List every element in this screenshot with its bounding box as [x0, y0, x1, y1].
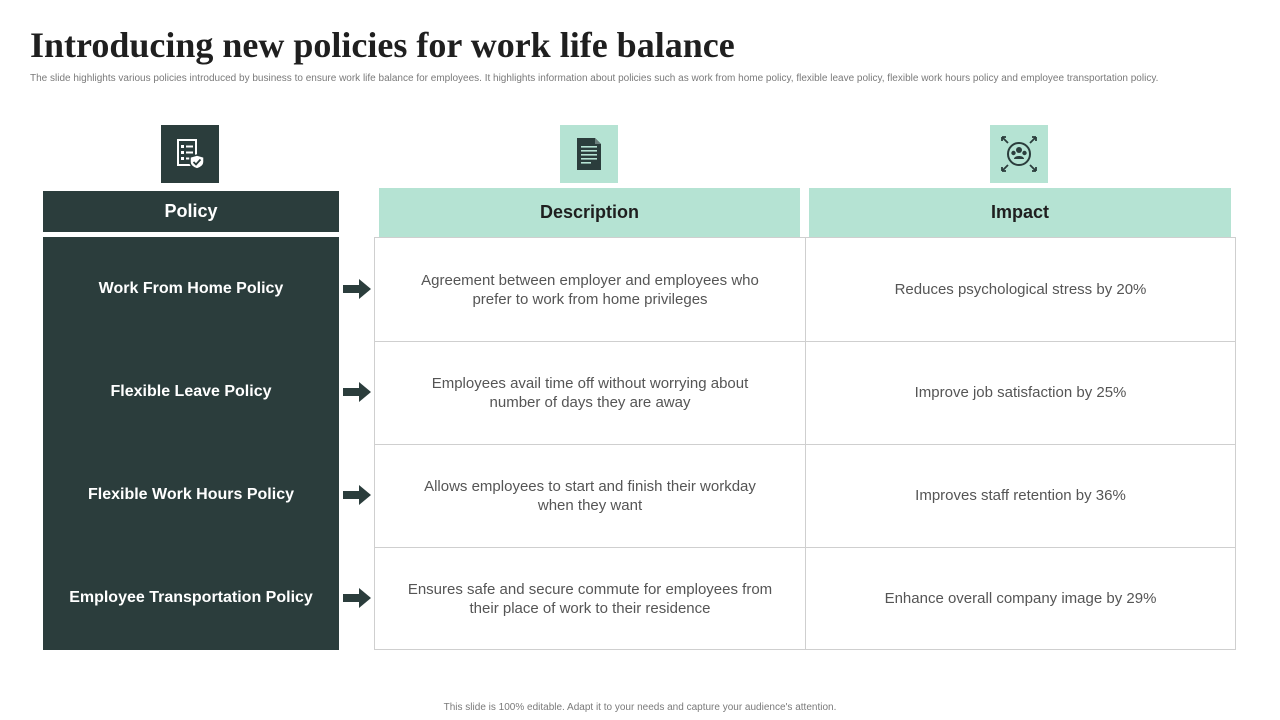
arrow-right-icon [343, 382, 371, 402]
team-arrows-icon [990, 125, 1048, 183]
arrow-right-icon [343, 588, 371, 608]
description-header: Description [379, 188, 800, 237]
checklist-shield-icon [161, 125, 219, 183]
policy-item-work-from-home: Work From Home Policy [98, 279, 284, 297]
page-title: Introducing new policies for work life balance [30, 25, 735, 65]
policy-item-flexible-hours: Flexible Work Hours Policy [88, 485, 294, 503]
description-cell: Allows employees to start and finish their workday when they want [424, 477, 756, 514]
impact-cell: Improve job satisfaction by 25% [914, 384, 1127, 401]
policy-item-flexible-leave: Flexible Leave Policy [110, 382, 272, 400]
arrow-right-icon [343, 485, 371, 505]
page-subtitle: The slide highlights various policies introduced by business to ensure work life balance for employees. It highlights information about policies such as work from home policy, flexible leave policy, flexible work hours policy and employee transportation policy. [30, 73, 1159, 84]
impact-cell: Enhance overall company image by 29% [884, 590, 1157, 607]
document-icon [560, 125, 618, 183]
impact-cell: Improves staff retention by 36% [915, 487, 1126, 504]
description-cell: Agreement between employer and employees who prefer to work from home privileges [421, 271, 759, 308]
description-cell: Employees avail time off without worrying about number of days they are away [431, 374, 749, 411]
policy-table [374, 237, 1236, 650]
impact-cell: Reduces psychological stress by 20% [894, 281, 1147, 298]
arrow-right-icon [343, 279, 371, 299]
footer-note: This slide is 100% editable. Adapt it to your needs and capture your audience's attention. [443, 702, 837, 713]
policy-header: Policy [43, 191, 339, 232]
description-cell: Ensures safe and secure commute for employees from their place of work to their residence [407, 580, 773, 617]
policy-item-transportation: Employee Transportation Policy [69, 588, 313, 606]
policy-column [43, 237, 339, 650]
impact-header: Impact [809, 188, 1231, 237]
